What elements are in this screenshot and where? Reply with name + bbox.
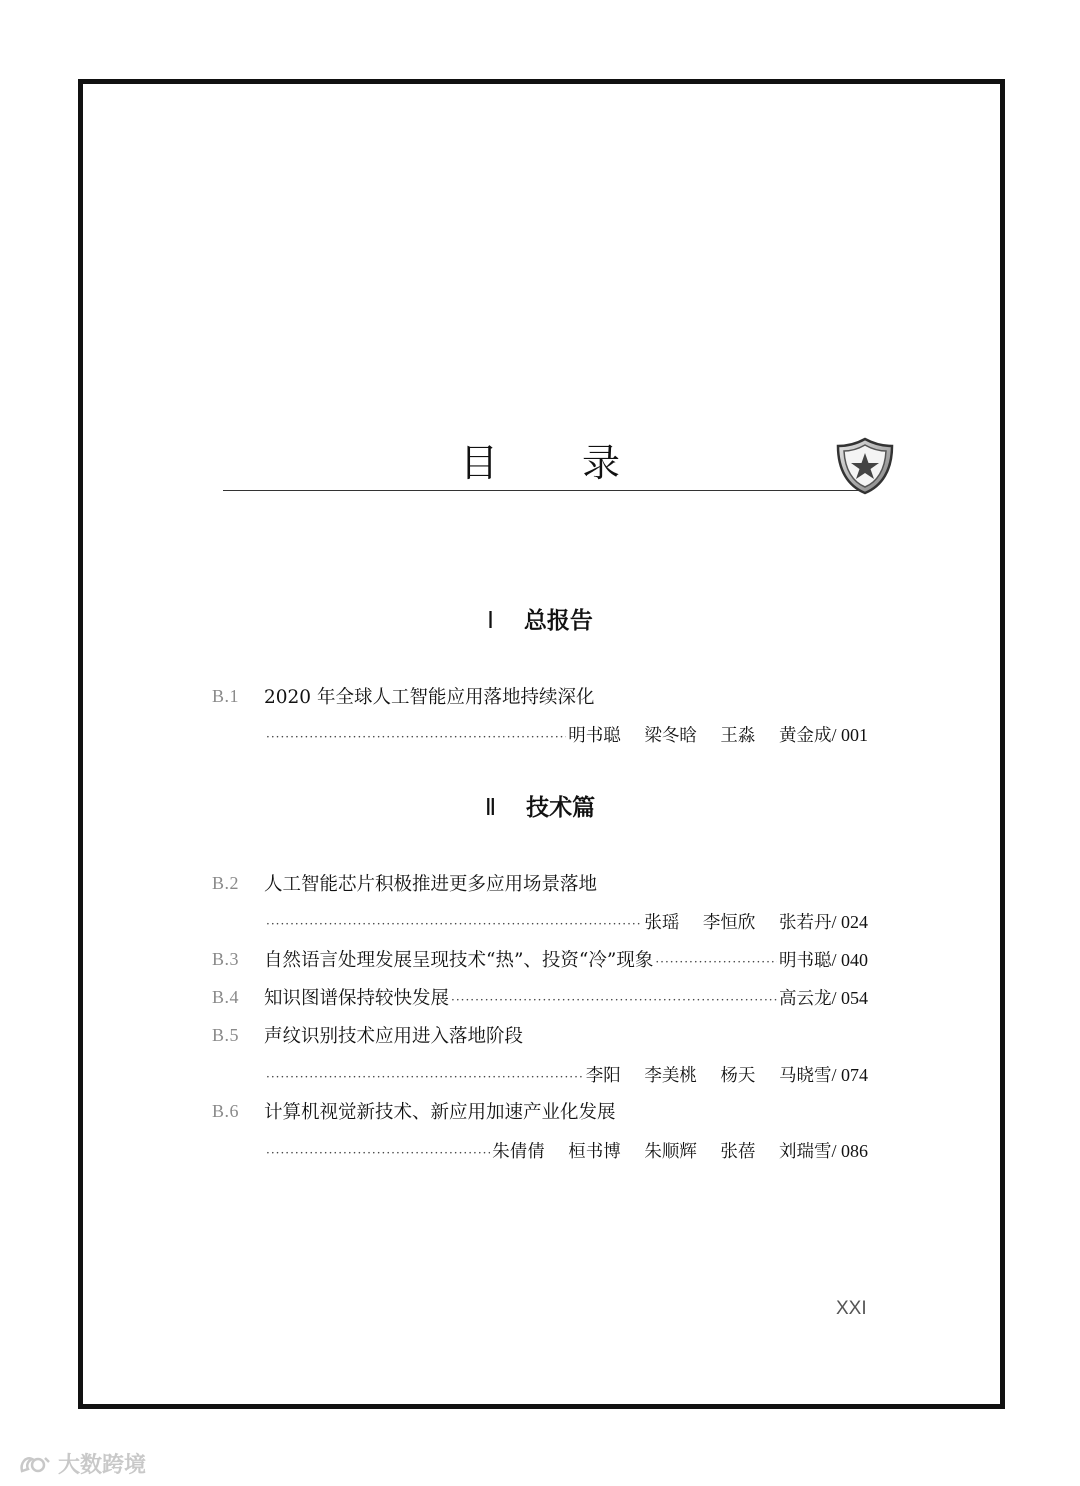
entry-title[interactable]: 自然语言处理发展呈现技术“热”、投资“冷”现象: [264, 950, 654, 971]
entry-authors: 李阳 李美桃 杨天 马晓雪: [585, 1066, 832, 1086]
entry-id: B.3: [212, 949, 240, 969]
entry-page[interactable]: / 024: [831, 912, 868, 932]
entry-inline-row: [264, 946, 868, 972]
entry-authors: 朱倩倩 桓书博 朱顺辉 张蓓 刘瑞雪: [492, 1142, 832, 1162]
entry-id: B.4: [212, 987, 240, 1007]
entry-title[interactable]: 知识图谱保持较快发展: [264, 988, 450, 1009]
section-title: 技术篇: [526, 795, 596, 821]
entry-id: B.5: [212, 1025, 240, 1045]
section-numeral: Ⅰ: [487, 607, 494, 633]
leader-dots: [266, 730, 566, 744]
entry-authors: 明书聪: [778, 951, 832, 971]
entry-page[interactable]: / 040: [831, 950, 868, 970]
brand-logo-icon: [18, 1453, 52, 1475]
entry-author-line: [264, 909, 868, 934]
entry-title[interactable]: 计算机视觉新技术、新应用加速产业化发展: [264, 1102, 616, 1123]
leader-dots: [266, 1146, 490, 1160]
entry-author-line: [264, 1062, 868, 1087]
page-title: 目 录: [459, 441, 657, 485]
entry-author-line: [264, 722, 868, 747]
entry-page[interactable]: / 001: [831, 725, 868, 745]
watermark-text: 大数跨境: [58, 1453, 147, 1478]
entry-title[interactable]: 2020 年全球人工智能应用落地持续深化: [264, 687, 595, 708]
entry-title[interactable]: 声纹识别技术应用进入落地阶段: [264, 1026, 524, 1047]
section-title: 总报告: [523, 608, 593, 634]
title-underline: [223, 490, 863, 491]
entry-id: B.1: [212, 686, 240, 706]
entry-page[interactable]: / 086: [831, 1141, 868, 1161]
entry-authors: 张瑶 李恒欣 张若丹: [644, 913, 832, 933]
entry-inline-row: [264, 984, 868, 1010]
entry-page[interactable]: / 074: [831, 1065, 868, 1085]
page-number: XXI: [836, 1298, 867, 1319]
shield-star-icon: [834, 436, 896, 496]
section-header-general-report: [0, 602, 1080, 635]
leader-dots: [655, 955, 777, 969]
entry-authors: 明书聪 梁冬晗 王淼 黄金成: [568, 726, 832, 746]
section-numeral: Ⅱ: [484, 794, 497, 820]
leader-dots: [451, 993, 777, 1007]
entry-author-line: [264, 1138, 868, 1163]
entry-id: B.6: [212, 1101, 240, 1121]
entry-page[interactable]: / 054: [831, 988, 868, 1008]
leader-dots: [266, 917, 642, 931]
entry-title[interactable]: 人工智能芯片积极推进更多应用场景落地: [264, 874, 598, 895]
entry-id: B.2: [212, 873, 240, 893]
leader-dots: [266, 1070, 584, 1084]
entry-authors: 高云龙: [778, 989, 832, 1009]
section-header-technology: [0, 789, 1080, 822]
watermark: [18, 1448, 146, 1479]
